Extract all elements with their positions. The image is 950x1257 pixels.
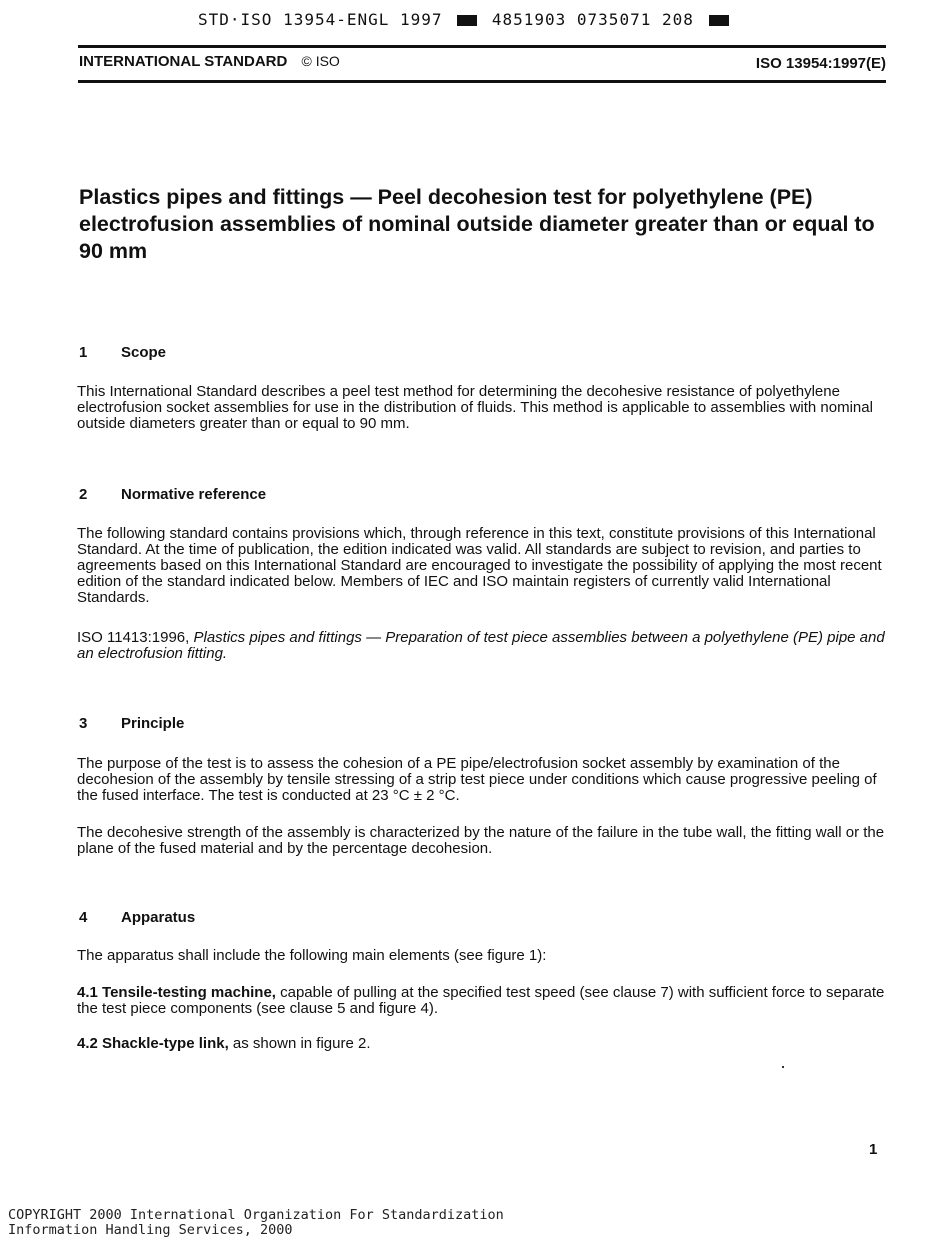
section-heading-scope xyxy=(79,344,166,361)
header-copyright: © ISO xyxy=(301,53,340,69)
document-code: STD·ISO 13954-ENGL 1997 xyxy=(198,10,443,29)
header-left xyxy=(79,53,340,70)
page-number: 1 xyxy=(869,1141,878,1158)
header-top-rule xyxy=(78,45,886,48)
apparatus-intro: The apparatus shall include the following main elements (see figure 1): xyxy=(77,947,547,964)
scope-paragraph: This International Standard describes a peel test method for determining the decohesive resistance of polyethylene electrofusion socket assemblies for use in the distribution of fluids. This method is applicable to assemblies with nominal outside diameters greater than or equal to 90 mm. xyxy=(77,383,873,432)
principle-paragraph-2: The decohesive strength of the assembly is characterized by the nature of the failure in the tube wall, the fitting wall or the plane of the fused material and by the percentage decohesion. xyxy=(77,824,885,857)
document-code-line xyxy=(198,10,733,29)
black-block-mark xyxy=(709,15,729,26)
section-title: Apparatus xyxy=(121,909,196,926)
footer-line-2: Information Handling Services, 2000 xyxy=(8,1222,293,1238)
item-text: capable of pulling at the specified test speed (see clause 7) with sufficient force to separate the test piece components (see clause 5 and figure 4). xyxy=(77,984,885,1017)
section-number: 4 xyxy=(79,909,88,926)
section-title: Scope xyxy=(121,344,167,361)
apparatus-item-tensile-machine xyxy=(77,985,887,1017)
scan-speck xyxy=(782,1066,784,1068)
barcode-number: 4851903 0735071 208 xyxy=(491,10,694,29)
header-standard-label: INTERNATIONAL STANDARD xyxy=(79,53,288,70)
section-number: 2 xyxy=(79,486,88,503)
principle-paragraph-1: The purpose of the test is to assess the cohesion of a PE pipe/electrofusion socket assembly by examination of the decohesion of the assembly by tensile stressing of a strip test piece under conditions which cause progressive peeling of the fused interface. The test is conducted at 23 °C ± 2 °C. xyxy=(77,755,877,804)
section-heading-apparatus xyxy=(79,909,195,926)
header-standard-number: ISO 13954:1997(E) xyxy=(755,55,886,72)
section-number: 3 xyxy=(79,715,88,732)
section-number: 1 xyxy=(79,344,88,361)
footer-line-1: COPYRIGHT 2000 International Organization For Standardization xyxy=(8,1207,504,1223)
copyright-footer xyxy=(8,1208,504,1238)
normative-paragraph: The following standard contains provisions which, through reference in this text, constitute provisions of this International Standard. At the time of publication, the edition indicated was valid. All standards are subject to revision, and parties to agreements based on this International Standard are encouraged to investigate the possibility of applying the most recent edition of the standard indicated below. Members of IEC and ISO maintain registers of currently valid International Standards. xyxy=(77,525,882,606)
item-label: 4.1 Tensile-testing machine, xyxy=(77,984,276,1001)
item-text: as shown in figure 2. xyxy=(228,1035,371,1052)
reference-title: Plastics pipes and fittings — Preparation of test piece assemblies between a polyethylene (PE) pipe and an electrofusion fitting. xyxy=(77,629,885,662)
black-block-mark xyxy=(457,15,477,26)
document-title: Plastics pipes and fittings — Peel decohesion test for polyethylene (PE) electrofusion assemblies of nominal outside diameter greater than or equal to 90 mm xyxy=(79,185,875,263)
section-heading-normative xyxy=(79,486,266,503)
header-bottom-rule xyxy=(78,80,886,83)
item-label: 4.2 Shackle-type link, xyxy=(77,1035,229,1052)
reference-code: ISO 11413:1996, xyxy=(77,629,190,646)
section-heading-principle xyxy=(79,715,184,732)
section-title: Principle xyxy=(121,715,185,732)
apparatus-item-shackle-link xyxy=(77,1036,887,1052)
section-title: Normative reference xyxy=(121,486,267,503)
normative-reference-entry xyxy=(77,630,887,662)
